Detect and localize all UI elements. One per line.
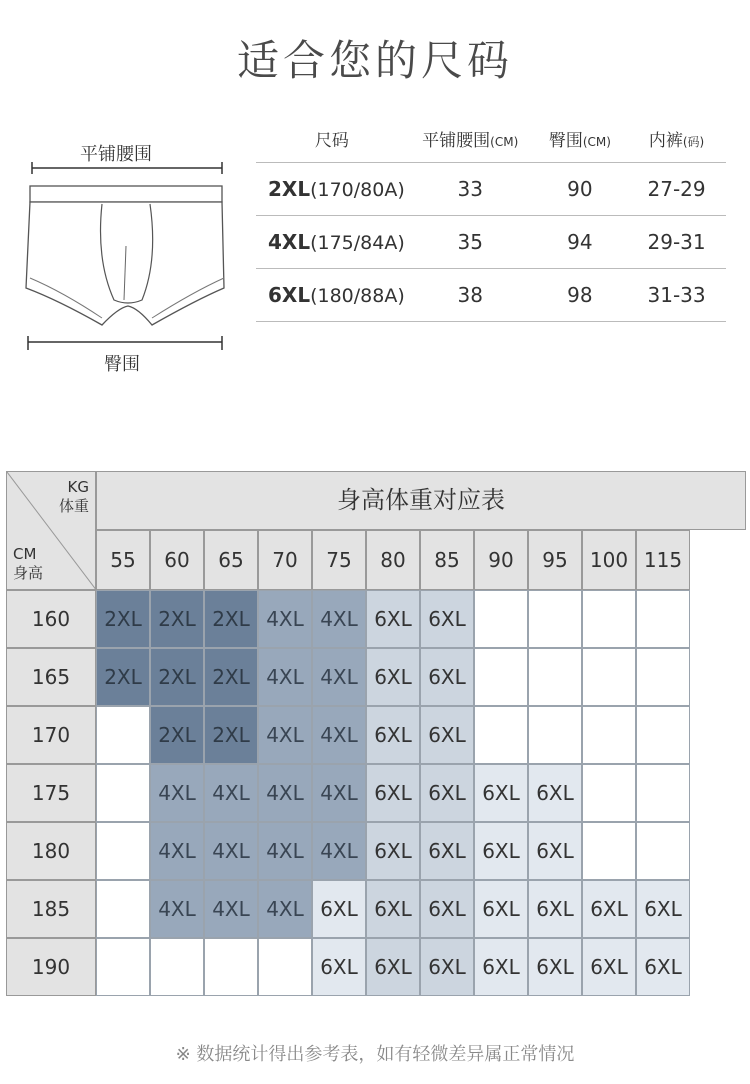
size-table [256, 114, 726, 322]
size-cell: 4XL(175/84A) [256, 216, 408, 269]
size-grid-cell: 6XL [474, 822, 528, 880]
size-grid-cell: 4XL [258, 706, 312, 764]
weight-header-cell: 75 [312, 530, 366, 590]
hip-cell: 90 [533, 163, 628, 216]
size-grid-cell: 2XL [96, 590, 150, 648]
weight-header-cell: 85 [420, 530, 474, 590]
size-grid-cell: 6XL [420, 590, 474, 648]
size-grid-cell [636, 706, 690, 764]
weight-header-cell: 55 [96, 530, 150, 590]
weight-header-cell: 70 [258, 530, 312, 590]
size-grid-cell: 2XL [150, 590, 204, 648]
size-grid-cell: 4XL [258, 648, 312, 706]
size-grid-cell: 6XL [528, 764, 582, 822]
size-grid-cell: 4XL [150, 822, 204, 880]
size-grid-cell [582, 764, 636, 822]
size-cell: 2XL(170/80A) [256, 163, 408, 216]
height-header-cell: 175 [6, 764, 96, 822]
size-grid-cell [204, 938, 258, 996]
size-grid-cell: 4XL [258, 822, 312, 880]
size-grid-cell [96, 938, 150, 996]
code-cell: 29-31 [627, 216, 726, 269]
size-grid-cell: 4XL [204, 822, 258, 880]
size-grid-cell [636, 590, 690, 648]
size-grid-cell: 6XL [366, 822, 420, 880]
waist-cell: 33 [408, 163, 533, 216]
table-row [256, 216, 726, 269]
size-grid-cell [96, 880, 150, 938]
hip-cell: 98 [533, 269, 628, 322]
weight-header-cell: 115 [636, 530, 690, 590]
size-grid-cell: 4XL [150, 764, 204, 822]
size-grid-cell: 4XL [258, 590, 312, 648]
waist-cell: 38 [408, 269, 533, 322]
size-grid-cell: 4XL [312, 706, 366, 764]
size-grid-cell: 6XL [636, 938, 690, 996]
size-grid-cell: 4XL [312, 648, 366, 706]
chart-corner [6, 471, 96, 590]
hip-label: 臀围 [104, 354, 140, 375]
size-grid-cell: 6XL [366, 764, 420, 822]
size-grid-cell: 6XL [366, 938, 420, 996]
waist-header: 平铺腰围(CM) [422, 130, 519, 151]
size-grid-cell: 4XL [312, 764, 366, 822]
size-grid-cell: 6XL [582, 938, 636, 996]
size-grid-cell: 6XL [366, 880, 420, 938]
size-grid-cell: 2XL [150, 706, 204, 764]
size-grid-cell [582, 706, 636, 764]
height-header-cell: 180 [6, 822, 96, 880]
size-grid-cell: 6XL [528, 880, 582, 938]
underwear-diagram [18, 136, 233, 376]
size-grid-cell: 4XL [312, 822, 366, 880]
table-row [256, 163, 726, 216]
weight-header-cell: 80 [366, 530, 420, 590]
size-grid-cell: 2XL [204, 590, 258, 648]
weight-header-cell: 100 [582, 530, 636, 590]
size-grid-cell [96, 706, 150, 764]
size-grid-cell [582, 590, 636, 648]
size-cell: 6XL(180/88A) [256, 269, 408, 322]
size-grid-cell: 6XL [420, 764, 474, 822]
weight-header-cell: 60 [150, 530, 204, 590]
height-header-cell: 160 [6, 590, 96, 648]
size-grid-cell: 2XL [204, 648, 258, 706]
size-grid-cell: 6XL [582, 880, 636, 938]
size-grid-cell [636, 648, 690, 706]
footnote: ※ 数据统计得出参考表，如有轻微差异属正常情况 [175, 1044, 575, 1065]
hip-header: 臀围(CM) [548, 130, 611, 151]
size-grid-cell [150, 938, 204, 996]
size-grid-cell: 4XL [204, 880, 258, 938]
size-grid-cell: 6XL [312, 880, 366, 938]
size-grid-cell: 4XL [312, 590, 366, 648]
size-grid-cell: 6XL [528, 822, 582, 880]
size-grid-cell: 4XL [204, 764, 258, 822]
size-grid-cell: 6XL [366, 648, 420, 706]
size-grid-cell: 4XL [258, 764, 312, 822]
briefs-outline-icon [18, 160, 233, 370]
size-grid-cell [96, 764, 150, 822]
waist-cell: 35 [408, 216, 533, 269]
hip-cell: 94 [533, 216, 628, 269]
size-grid-cell: 6XL [420, 648, 474, 706]
size-grid-cell [96, 822, 150, 880]
size-grid-cell [474, 706, 528, 764]
size-grid-cell [528, 648, 582, 706]
size-grid-cell: 2XL [150, 648, 204, 706]
height-header-cell: 165 [6, 648, 96, 706]
chart-title: 身高体重对应表 [96, 471, 746, 530]
height-header-cell: 170 [6, 706, 96, 764]
page-title: 适合您的尺码 [236, 36, 513, 85]
size-grid-cell: 6XL [366, 706, 420, 764]
size-grid-cell: 6XL [474, 764, 528, 822]
weight-axis-label: KG 体重 [58, 478, 89, 515]
height-header-cell: 185 [6, 880, 96, 938]
size-grid-cell [474, 648, 528, 706]
height-header-cell: 190 [6, 938, 96, 996]
size-grid-cell [258, 938, 312, 996]
waist-label: 平铺腰围 [80, 144, 152, 165]
weight-header-cell: 65 [204, 530, 258, 590]
size-grid-cell [582, 822, 636, 880]
size-grid-cell [528, 706, 582, 764]
weight-header-cell: 95 [528, 530, 582, 590]
size-grid-cell [636, 822, 690, 880]
size-grid-cell: 6XL [636, 880, 690, 938]
size-grid-cell: 2XL [96, 648, 150, 706]
weight-header-cell: 90 [474, 530, 528, 590]
code-header: 内裤(码) [648, 130, 705, 151]
size-grid-cell: 6XL [420, 880, 474, 938]
code-cell: 31-33 [627, 269, 726, 322]
size-grid-cell [636, 764, 690, 822]
size-grid-cell: 4XL [258, 880, 312, 938]
size-grid-cell: 6XL [312, 938, 366, 996]
size-grid-cell [474, 590, 528, 648]
size-grid-cell: 6XL [366, 590, 420, 648]
size-grid-cell [582, 648, 636, 706]
size-grid-cell: 6XL [528, 938, 582, 996]
size-grid-cell: 6XL [420, 822, 474, 880]
size-grid-cell: 6XL [474, 880, 528, 938]
size-grid-cell [528, 590, 582, 648]
height-axis-label: CM 身高 [13, 545, 44, 582]
code-cell: 27-29 [627, 163, 726, 216]
size-table-header [256, 114, 726, 163]
size-grid-cell: 4XL [150, 880, 204, 938]
size-grid-cell: 6XL [420, 706, 474, 764]
size-grid-cell: 6XL [474, 938, 528, 996]
size-grid-cell: 2XL [204, 706, 258, 764]
table-row [256, 269, 726, 322]
height-weight-chart [6, 471, 746, 996]
size-grid-cell: 6XL [420, 938, 474, 996]
size-header: 尺码 [314, 130, 349, 151]
